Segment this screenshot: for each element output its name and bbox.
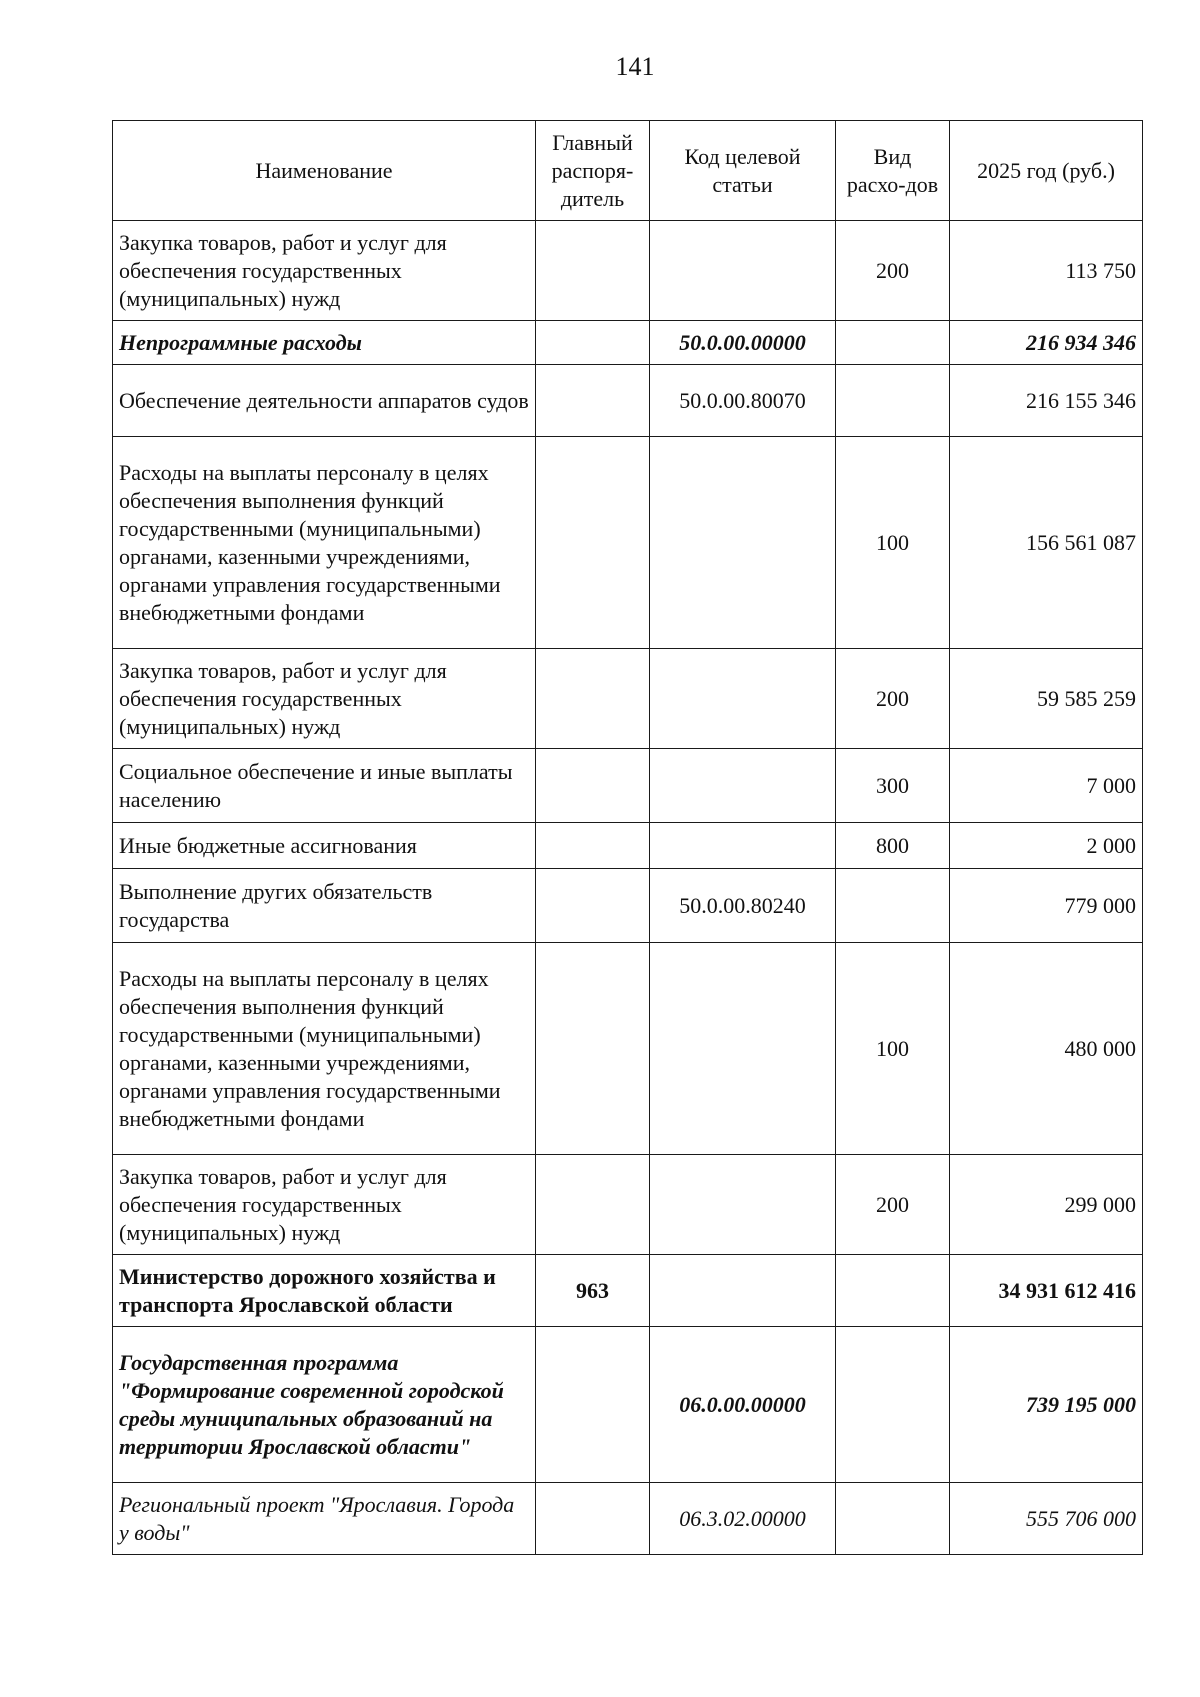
row-name: Выполнение других обязательств государства xyxy=(113,869,536,943)
table-row xyxy=(113,1255,1143,1327)
row-expense-type xyxy=(836,869,950,943)
table-row xyxy=(113,437,1143,649)
row-sum: 34 931 612 416 xyxy=(950,1255,1143,1327)
table-row xyxy=(113,221,1143,321)
row-main-manager xyxy=(536,321,650,365)
row-sum: 2 000 xyxy=(950,823,1143,869)
row-target-code: 06.3.02.00000 xyxy=(650,1483,836,1555)
table-row xyxy=(113,1483,1143,1555)
row-name: Государственная программа "Формирование современной городской среды муниципальных образований на территории Ярославской области" xyxy=(113,1327,536,1483)
row-target-code: 50.0.00.80070 xyxy=(650,365,836,437)
table-row xyxy=(113,649,1143,749)
header-main-manager: Главный распоря-дитель xyxy=(536,121,650,221)
row-sum: 480 000 xyxy=(950,943,1143,1155)
row-name: Расходы на выплаты персоналу в целях обеспечения выполнения функций государственными (муниципальными) органами, казенными учреждениями, органами управления государственными внебюджетными фондами xyxy=(113,437,536,649)
row-expense-type: 100 xyxy=(836,943,950,1155)
budget-table xyxy=(112,120,1143,1555)
row-name: Расходы на выплаты персоналу в целях обеспечения выполнения функций государственными (муниципальными) органами, казенными учреждениями, органами управления государственными внебюджетными фондами xyxy=(113,943,536,1155)
row-target-code xyxy=(650,1255,836,1327)
row-target-code xyxy=(650,943,836,1155)
row-target-code: 06.0.00.00000 xyxy=(650,1327,836,1483)
row-main-manager xyxy=(536,365,650,437)
row-name: Министерство дорожного хозяйства и транспорта Ярославской области xyxy=(113,1255,536,1327)
row-main-manager xyxy=(536,943,650,1155)
row-sum: 156 561 087 xyxy=(950,437,1143,649)
header-expense-type: Вид расхо-дов xyxy=(836,121,950,221)
row-name: Закупка товаров, работ и услуг для обеспечения государственных (муниципальных) нужд xyxy=(113,221,536,321)
header-year-2025: 2025 год (руб.) xyxy=(950,121,1143,221)
row-expense-type xyxy=(836,1255,950,1327)
row-sum: 113 750 xyxy=(950,221,1143,321)
row-main-manager xyxy=(536,749,650,823)
row-expense-type xyxy=(836,1483,950,1555)
row-sum: 59 585 259 xyxy=(950,649,1143,749)
row-expense-type xyxy=(836,365,950,437)
row-target-code xyxy=(650,1155,836,1255)
row-target-code xyxy=(650,749,836,823)
row-sum: 555 706 000 xyxy=(950,1483,1143,1555)
row-main-manager xyxy=(536,823,650,869)
row-expense-type: 800 xyxy=(836,823,950,869)
row-name: Иные бюджетные ассигнования xyxy=(113,823,536,869)
row-expense-type: 100 xyxy=(836,437,950,649)
row-name: Закупка товаров, работ и услуг для обеспечения государственных (муниципальных) нужд xyxy=(113,649,536,749)
table-row xyxy=(113,1155,1143,1255)
table-header-row xyxy=(113,121,1143,221)
table-row xyxy=(113,321,1143,365)
table-row xyxy=(113,823,1143,869)
row-sum: 299 000 xyxy=(950,1155,1143,1255)
row-target-code: 50.0.00.00000 xyxy=(650,321,836,365)
table-row xyxy=(113,365,1143,437)
row-main-manager: 963 xyxy=(536,1255,650,1327)
row-name: Обеспечение деятельности аппаратов судов xyxy=(113,365,536,437)
row-main-manager xyxy=(536,649,650,749)
row-sum: 216 934 346 xyxy=(950,321,1143,365)
row-name: Закупка товаров, работ и услуг для обеспечения государственных (муниципальных) нужд xyxy=(113,1155,536,1255)
row-main-manager xyxy=(536,221,650,321)
row-expense-type xyxy=(836,1327,950,1483)
header-name: Наименование xyxy=(113,121,536,221)
row-main-manager xyxy=(536,1327,650,1483)
row-sum: 7 000 xyxy=(950,749,1143,823)
header-target-code: Код целевой статьи xyxy=(650,121,836,221)
row-expense-type: 200 xyxy=(836,221,950,321)
row-expense-type: 200 xyxy=(836,649,950,749)
row-name: Непрограммные расходы xyxy=(113,321,536,365)
table-row xyxy=(113,1327,1143,1483)
row-main-manager xyxy=(536,1483,650,1555)
row-main-manager xyxy=(536,1155,650,1255)
row-main-manager xyxy=(536,437,650,649)
row-expense-type xyxy=(836,321,950,365)
row-name: Социальное обеспечение и иные выплаты населению xyxy=(113,749,536,823)
row-expense-type: 200 xyxy=(836,1155,950,1255)
row-target-code: 50.0.00.80240 xyxy=(650,869,836,943)
page-number: 141 xyxy=(615,52,655,81)
row-target-code xyxy=(650,649,836,749)
row-sum: 216 155 346 xyxy=(950,365,1143,437)
row-main-manager xyxy=(536,869,650,943)
row-sum: 739 195 000 xyxy=(950,1327,1143,1483)
table-row xyxy=(113,749,1143,823)
table-row xyxy=(113,869,1143,943)
row-target-code xyxy=(650,823,836,869)
row-sum: 779 000 xyxy=(950,869,1143,943)
table-row xyxy=(113,943,1143,1155)
row-target-code xyxy=(650,437,836,649)
row-name: Региональный проект "Ярославия. Города у воды" xyxy=(113,1483,536,1555)
row-expense-type: 300 xyxy=(836,749,950,823)
row-target-code xyxy=(650,221,836,321)
